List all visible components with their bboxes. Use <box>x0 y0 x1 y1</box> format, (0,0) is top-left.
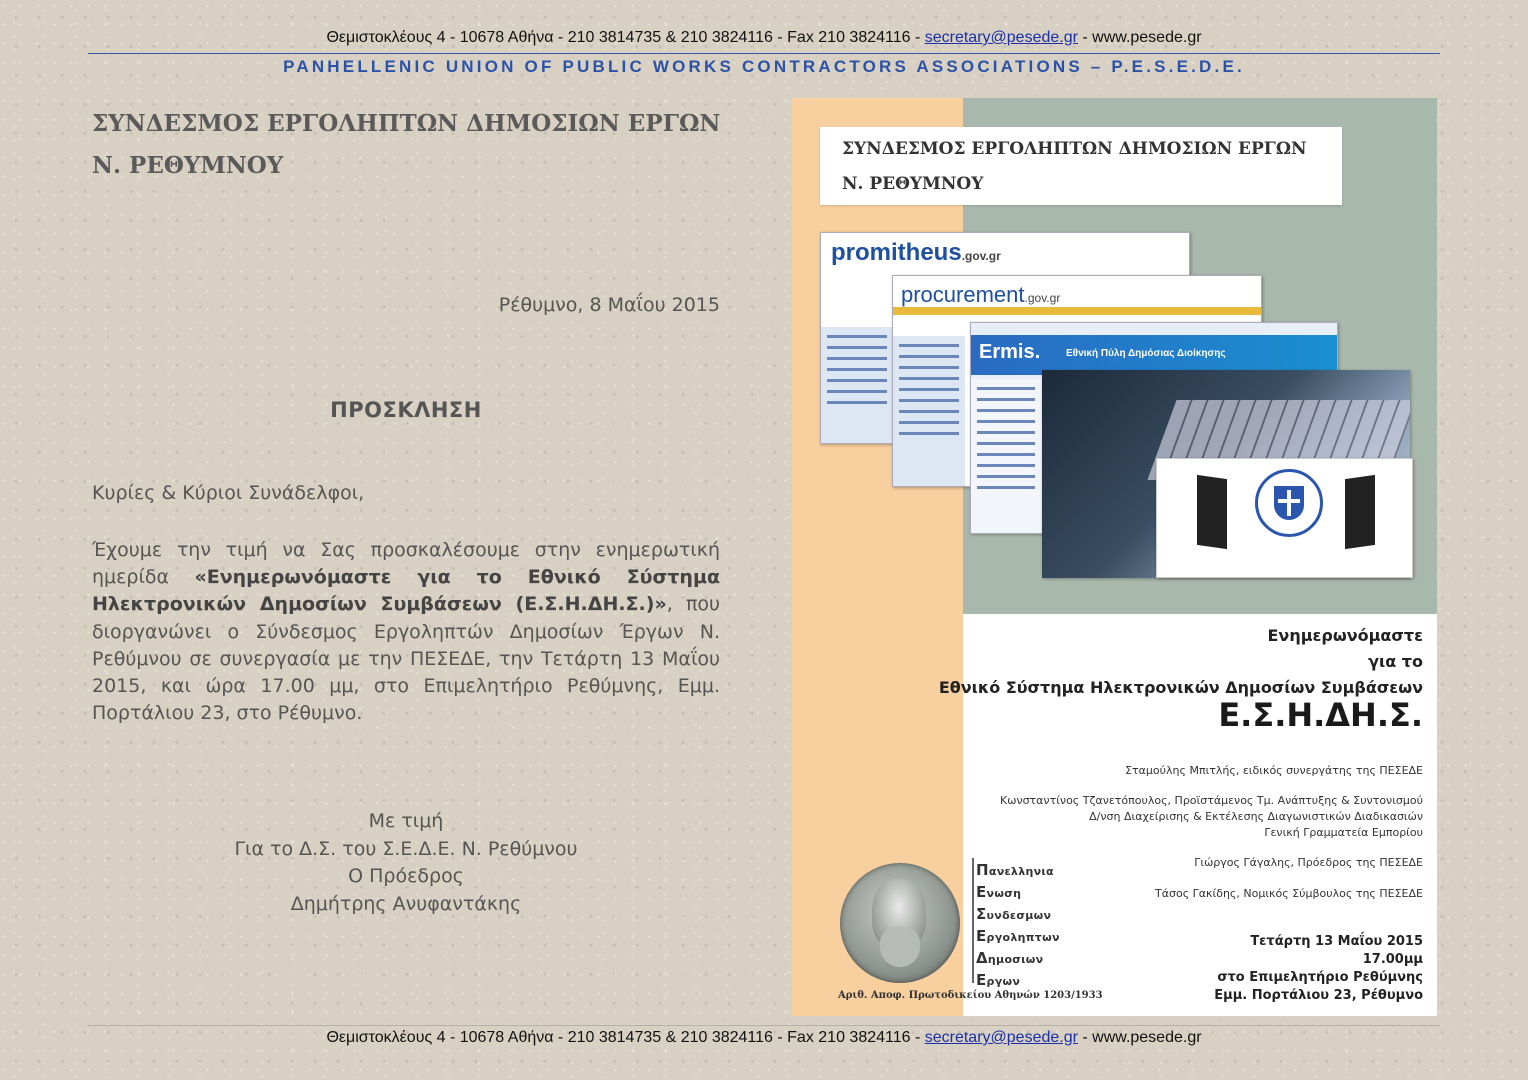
acronym-divider <box>972 858 974 983</box>
poster-event-line1: Ενημερωνόμαστε <box>1267 626 1423 645</box>
contact-address: Θεμιστοκλέους 4 - 10678 Αθήνα - 210 3814735 & 210 3824116 - Fax 210 3824116 - <box>326 29 925 46</box>
contact-website: - www.pesede.gr <box>1077 29 1202 46</box>
poster-title-box <box>820 127 1342 205</box>
speaker-4: Τάσος Γακίδης, Νομικός Σύμβουλος της ΠΕΣΕΔΕ <box>1155 887 1423 900</box>
body-event-name: «Ενημερωνόμαστε για το Εθνικό Σύστημα Ηλεκτρονικών Δημοσίων Συμβάσεων (Ε.Σ.Η.ΔΗ.Σ.)» <box>92 566 720 616</box>
union-name: PANHELLENIC UNION OF PUBLIC WORKS CONTRACTORS ASSOCIATIONS – P.E.S.E.D.E. <box>283 57 1245 76</box>
procurement-bar <box>893 307 1261 315</box>
promitheus-sidebar <box>821 327 893 443</box>
egov-illustration <box>1156 458 1413 578</box>
speaker-3: Γιώργος Γάγαλης, Πρόεδρος της ΠΕΣΕΔΕ <box>1194 856 1423 869</box>
place-date: Ρέθυμνο, 8 Μαΐου 2015 <box>498 294 720 316</box>
email-link[interactable]: secretary@pesede.gr <box>924 29 1078 46</box>
poster-event-line3: Εθνικό Σύστημα Ηλεκτρονικών Δημοσίων Συμβάσεων <box>938 678 1423 697</box>
ermis-sidebar <box>971 379 1041 533</box>
contact-address: Θεμιστοκλέους 4 - 10678 Αθήνα - 210 3814735 & 210 3824116 - Fax 210 3824116 - <box>326 1029 925 1046</box>
procurement-logo: procurement.gov.gr <box>901 282 1061 307</box>
signature-line: Για το Δ.Σ. του Σ.Ε.Δ.Ε. Ν. Ρεθύμνου <box>234 837 578 860</box>
coin-caption: Αριθ. Αποφ. Πρωτοδικείου Αθηνών 1203/1933 <box>838 990 1103 1001</box>
header-contact <box>0 29 1528 47</box>
signature-block <box>92 808 720 918</box>
poster-title-line1: ΣΥΝΔΕΣΜΟΣ ΕΡΓΟΛΗΠΤΩΝ ΔΗΜΟΣΙΩΝ ΕΡΓΩΝ <box>842 139 1307 159</box>
poster-title-line2: Ν. ΡΕΘΥΜΝΟΥ <box>842 174 984 194</box>
monitor-right-icon <box>1345 475 1375 549</box>
header-divider <box>88 53 1440 54</box>
event-poster <box>792 98 1437 1016</box>
association-title-line2: Ν. ΡΕΘΥΜΝΟΥ <box>92 152 284 179</box>
monitor-left-icon <box>1197 475 1227 549</box>
poster-event-line2: για το <box>1368 652 1423 671</box>
procurement-sidebar <box>893 336 965 486</box>
signature-line: Με τιμή <box>368 810 444 832</box>
body-details: , που διοργανώνει ο Σύνδεσμος Εργοληπτών Δημοσίων Έργων Ν. Ρεθύμνου σε συνεργασία με την ΠΕΣΕΔΕ, την Τετάρτη 13 Μαΐου 2015, και ώρα 17.00 μμ, στο Επιμελητήριο Ρεθύμνης, Εμμ. Πορτάλιου 23, στο Ρέθυμνο. <box>92 593 720 725</box>
footer-divider <box>88 1025 1440 1026</box>
footer-contact <box>0 1029 1528 1047</box>
ermis-subtitle: Εθνική Πύλη Δημόσιας Διοίκησης <box>1066 348 1226 359</box>
salutation: Κυρίες & Κύριοι Συνάδελφοι, <box>92 482 365 504</box>
poster-event-acronym: Ε.Σ.Η.ΔΗ.Σ. <box>1218 696 1423 734</box>
invitation-title: ΠΡΟΣΚΛΗΣΗ <box>330 398 482 422</box>
promitheus-logo: promitheus.gov.gr <box>831 239 1001 266</box>
greek-emblem-icon <box>1255 469 1323 537</box>
body-intro: Έχουμε την τιμή να Σας προσκαλέσουμε στην ενημερωτική ημερίδα <box>92 539 720 589</box>
signature-line: Ο Πρόεδρος <box>348 865 464 887</box>
association-title-line1: ΣΥΝΔΕΣΜΟΣ ΕΡΓΟΛΗΠΤΩΝ ΔΗΜΟΣΙΩΝ ΕΡΓΩΝ <box>92 110 721 137</box>
email-link[interactable]: secretary@pesede.gr <box>924 1029 1078 1046</box>
contact-website: - www.pesede.gr <box>1077 1029 1202 1046</box>
event-when-where: Τετάρτη 13 Μαΐου 2015 17.00μμ στο Επιμελητήριο Ρεθύμνης Εμμ. Πορτάλιου 23, Ρέθυμνο <box>1214 934 1423 1003</box>
speaker-2: Κωνσταντίνος Τζανετόπουλος, Προϊστάμενος Τμ. Ανάπτυξης & Συντονισμού Δ/νση Διαχείρισης & Εκτέλεσης Διαγωνιστικών Διαδικασιών Γενική Γραμματεία Εμπορίου <box>1000 794 1423 839</box>
ermis-logo: Ermis. <box>979 341 1041 363</box>
pesede-coin-logo <box>840 863 960 983</box>
invitation-body <box>92 537 720 727</box>
signature-name: Δημήτρης Ανυφαντάκης <box>290 892 522 915</box>
speaker-1: Σταμούλης Μπιτλής, ειδικός συνεργάτης της ΠΕΣΕΔΕ <box>1125 764 1423 777</box>
pesede-acronym: Πανελληνια Ενωση Συνδεσμων Εργοληπτων Δημοσιων Εργων <box>976 861 1060 989</box>
